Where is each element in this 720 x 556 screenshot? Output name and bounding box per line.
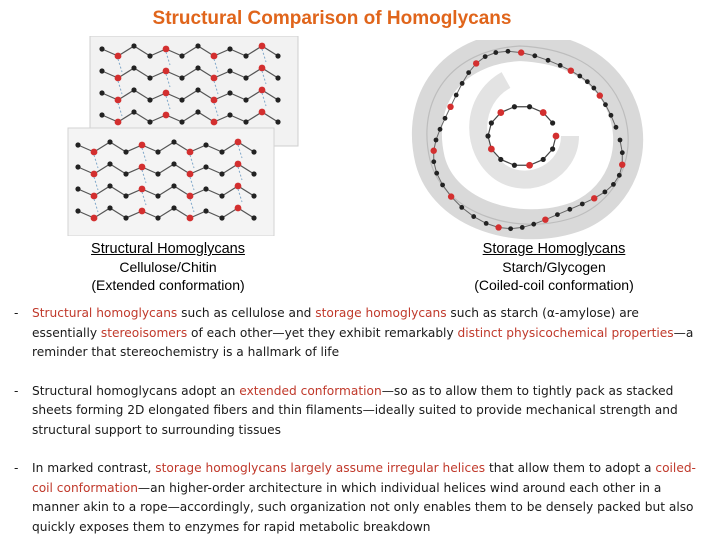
carbon-atom bbox=[243, 53, 248, 58]
carbon-atom bbox=[618, 138, 623, 143]
oxygen-atom bbox=[235, 161, 242, 168]
carbon-atom bbox=[611, 182, 616, 187]
carbon-atom bbox=[251, 149, 256, 154]
carbon-atom bbox=[107, 161, 112, 166]
oxygen-atom bbox=[163, 68, 170, 75]
oxygen-atom bbox=[568, 67, 574, 73]
oxygen-atom bbox=[526, 162, 533, 169]
carbon-atom bbox=[531, 222, 536, 227]
carbon-atom bbox=[483, 54, 488, 59]
carbon-atom bbox=[147, 97, 152, 102]
carbon-atom bbox=[508, 226, 513, 231]
oxygen-atom bbox=[259, 65, 266, 72]
carbon-atom bbox=[484, 221, 489, 226]
carbon-atom bbox=[460, 81, 465, 86]
structural-homoglycans-heading: Structural Homoglycans bbox=[91, 241, 245, 257]
text-segment: distinct physicochemical properties bbox=[457, 325, 674, 340]
carbon-atom bbox=[438, 127, 443, 132]
text-segment: In marked contrast, bbox=[32, 461, 156, 475]
carbon-atom bbox=[195, 43, 200, 48]
carbon-atom bbox=[155, 193, 160, 198]
carbon-atom bbox=[440, 183, 445, 188]
carbon-atom bbox=[520, 225, 525, 230]
cellulose-sheet-illustration bbox=[60, 36, 308, 236]
carbon-atom bbox=[155, 171, 160, 176]
page-title: Structural Comparison of Homoglycans bbox=[152, 8, 512, 29]
text-segment: Structural homoglycans bbox=[32, 306, 178, 320]
carbon-atom bbox=[179, 75, 184, 80]
inner-ring bbox=[488, 107, 556, 165]
oxygen-atom bbox=[518, 49, 524, 55]
structural-examples: Cellulose/Chitin bbox=[119, 259, 217, 275]
carbon-atom bbox=[227, 90, 232, 95]
carbon-atom bbox=[243, 119, 248, 124]
carbon-atom bbox=[131, 43, 136, 48]
carbon-atom bbox=[585, 79, 590, 84]
carbon-atom bbox=[489, 120, 494, 125]
oxygen-atom bbox=[115, 97, 122, 104]
oxygen-atom bbox=[115, 53, 122, 60]
carbon-atom bbox=[620, 150, 625, 155]
carbon-atom bbox=[107, 139, 112, 144]
carbon-atom bbox=[512, 163, 517, 168]
storage-conformation: (Coiled-coil conformation) bbox=[474, 277, 634, 293]
carbon-atom bbox=[602, 190, 607, 195]
carbon-atom bbox=[243, 75, 248, 80]
carbon-atom bbox=[171, 161, 176, 166]
carbon-atom bbox=[527, 104, 532, 109]
oxygen-atom bbox=[187, 149, 194, 156]
carbon-atom bbox=[107, 205, 112, 210]
carbon-atom bbox=[195, 87, 200, 92]
oxygen-atom bbox=[211, 53, 218, 60]
carbon-atom bbox=[227, 46, 232, 51]
oxygen-atom bbox=[447, 104, 453, 110]
carbon-atom bbox=[546, 58, 551, 63]
carbon-atom bbox=[131, 65, 136, 70]
carbon-atom bbox=[107, 183, 112, 188]
oxygen-atom bbox=[430, 148, 436, 154]
oxygen-atom bbox=[163, 112, 170, 119]
carbon-atom bbox=[123, 193, 128, 198]
carbon-atom bbox=[123, 171, 128, 176]
oxygen-atom bbox=[115, 119, 122, 126]
oxygen-atom bbox=[591, 195, 597, 201]
carbon-atom bbox=[471, 214, 476, 219]
oxygen-atom bbox=[163, 90, 170, 97]
storage-homoglycans-caption bbox=[438, 240, 670, 294]
carbon-atom bbox=[147, 53, 152, 58]
carbon-atom bbox=[99, 112, 104, 117]
carbon-atom bbox=[580, 202, 585, 207]
oxygen-atom bbox=[139, 142, 146, 149]
oxygen-atom bbox=[139, 164, 146, 171]
oxygen-atom bbox=[540, 109, 547, 116]
oxygen-atom bbox=[542, 216, 548, 222]
carbon-atom bbox=[275, 53, 280, 58]
carbon-atom bbox=[434, 138, 439, 143]
bullet-dash: - bbox=[14, 383, 19, 398]
carbon-atom bbox=[219, 171, 224, 176]
bullet-text bbox=[32, 384, 678, 437]
bullet-list bbox=[14, 304, 704, 556]
carbon-atom bbox=[243, 97, 248, 102]
carbon-atom bbox=[275, 97, 280, 102]
carbon-atom bbox=[75, 164, 80, 169]
oxygen-atom bbox=[553, 133, 560, 140]
carbon-atom bbox=[227, 112, 232, 117]
structural-conformation: (Extended conformation) bbox=[91, 277, 245, 293]
storage-examples: Starch/Glycogen bbox=[502, 259, 606, 275]
oxygen-atom bbox=[497, 109, 504, 116]
carbon-atom bbox=[459, 205, 464, 210]
oxygen-atom bbox=[495, 224, 501, 230]
carbon-atom bbox=[555, 212, 560, 217]
helix-ribbon bbox=[427, 46, 628, 224]
carbon-atom bbox=[155, 149, 160, 154]
carbon-atom bbox=[171, 139, 176, 144]
bullet-dash: - bbox=[14, 306, 19, 320]
carbon-atom bbox=[577, 74, 582, 79]
carbon-atom bbox=[275, 75, 280, 80]
carbon-atom bbox=[195, 65, 200, 70]
text-segment: that allow them to adopt a bbox=[485, 461, 656, 475]
carbon-atom bbox=[99, 90, 104, 95]
structural-homoglycans-caption bbox=[60, 240, 276, 294]
carbon-atom bbox=[541, 157, 546, 162]
oxygen-atom bbox=[187, 215, 194, 222]
carbon-atom bbox=[75, 142, 80, 147]
carbon-atom bbox=[219, 149, 224, 154]
carbon-atom bbox=[532, 53, 537, 58]
carbon-atom bbox=[75, 186, 80, 191]
carbon-atom bbox=[251, 171, 256, 176]
oxygen-atom bbox=[259, 109, 266, 116]
oxygen-atom bbox=[187, 193, 194, 200]
oxygen-atom bbox=[115, 75, 122, 82]
carbon-atom bbox=[75, 208, 80, 213]
carbon-atom bbox=[443, 116, 448, 121]
carbon-atom bbox=[251, 215, 256, 220]
carbon-atom bbox=[466, 70, 471, 75]
carbon-atom bbox=[614, 125, 619, 130]
carbon-atom bbox=[123, 215, 128, 220]
carbon-atom bbox=[251, 193, 256, 198]
carbon-atom bbox=[219, 193, 224, 198]
carbon-atom bbox=[550, 146, 555, 151]
text-segment: —an higher-order architecture in which individual helices wind around each other in a manner akin to a rope—accordingly, such organization not only enables them to be densely packed but also quickly exposes them to enzymes for rapid metabolic breakdown bbox=[32, 480, 694, 534]
carbon-atom bbox=[512, 104, 517, 109]
carbon-atom bbox=[609, 113, 614, 118]
carbon-atom bbox=[493, 50, 498, 55]
carbon-atom bbox=[131, 109, 136, 114]
oxygen-atom bbox=[139, 186, 146, 193]
text-segment: coiled-coil conformation bbox=[32, 461, 696, 495]
carbon-atom bbox=[179, 119, 184, 124]
text-segment: of each other—yet they exhibit remarkably bbox=[187, 325, 458, 340]
oxygen-atom bbox=[259, 43, 266, 50]
bullet-item bbox=[14, 459, 704, 537]
carbon-atom bbox=[431, 159, 436, 164]
oxygen-atom bbox=[473, 60, 479, 66]
oxygen-atom bbox=[235, 205, 242, 212]
bullet-item bbox=[14, 304, 704, 363]
carbon-atom bbox=[506, 49, 511, 54]
text-segment: storage homoglycans largely assume irregular helices bbox=[155, 461, 486, 475]
oxygen-atom bbox=[211, 75, 218, 82]
carbon-atom bbox=[550, 120, 555, 125]
carbon-atom bbox=[454, 93, 459, 98]
carbon-atom bbox=[155, 215, 160, 220]
carbon-atom bbox=[203, 186, 208, 191]
oxygen-atom bbox=[187, 171, 194, 178]
oxygen-atom bbox=[235, 183, 242, 190]
carbon-atom bbox=[171, 205, 176, 210]
carbon-atom bbox=[603, 102, 608, 107]
carbon-atom bbox=[203, 164, 208, 169]
text-segment: storage homoglycans bbox=[315, 306, 447, 320]
carbon-atom bbox=[219, 215, 224, 220]
carbon-atom bbox=[99, 68, 104, 73]
text-segment: Structural homoglycans adopt an bbox=[32, 383, 240, 398]
oxygen-atom bbox=[448, 193, 454, 199]
carbon-atom bbox=[203, 208, 208, 213]
carbon-atom bbox=[591, 86, 596, 91]
oxygen-atom bbox=[139, 208, 146, 215]
bullet-text bbox=[32, 306, 693, 359]
carbon-atom bbox=[485, 133, 490, 138]
text-segment: extended conformation bbox=[239, 383, 382, 398]
oxygen-atom bbox=[235, 139, 242, 146]
oxygen-atom bbox=[91, 149, 98, 156]
oxygen-atom bbox=[91, 215, 98, 222]
oxygen-atom bbox=[619, 161, 625, 167]
oxygen-atom bbox=[91, 193, 98, 200]
oxygen-atom bbox=[259, 87, 266, 94]
carbon-atom bbox=[179, 53, 184, 58]
storage-homoglycans-heading: Storage Homoglycans bbox=[482, 241, 626, 257]
carbon-atom bbox=[131, 87, 136, 92]
bullet-text bbox=[32, 461, 696, 534]
carbon-atom bbox=[171, 183, 176, 188]
carbon-atom bbox=[617, 173, 622, 178]
carbon-atom bbox=[558, 63, 563, 68]
oxygen-atom bbox=[163, 46, 170, 53]
carbon-atom bbox=[498, 157, 503, 162]
carbon-atom bbox=[567, 207, 572, 212]
bullet-item bbox=[14, 382, 704, 441]
amylose-helix-illustration bbox=[410, 40, 648, 240]
text-segment: stereoisomers bbox=[100, 325, 188, 340]
carbon-atom bbox=[227, 68, 232, 73]
carbon-atom bbox=[195, 109, 200, 114]
carbon-atom bbox=[147, 119, 152, 124]
text-segment: —so as to allow them to tightly pack as stacked sheets forming 2D elongated fibers and thin filaments—ideally suited to provide mechanical strength and structural support to surrounding tissues bbox=[32, 383, 678, 437]
text-segment: such as starch (α-amylose) are essentially bbox=[32, 306, 639, 340]
oxygen-atom bbox=[211, 97, 218, 104]
oxygen-atom bbox=[211, 119, 218, 126]
bullet-dash: - bbox=[14, 461, 19, 475]
carbon-atom bbox=[434, 171, 439, 176]
oxygen-atom bbox=[91, 171, 98, 178]
text-segment: such as cellulose and bbox=[177, 306, 316, 320]
carbon-atom bbox=[179, 97, 184, 102]
carbon-atom bbox=[123, 149, 128, 154]
oxygen-atom bbox=[597, 92, 603, 98]
carbon-atom bbox=[147, 75, 152, 80]
carbon-atom bbox=[203, 142, 208, 147]
oxygen-atom bbox=[488, 146, 495, 153]
carbon-atom bbox=[275, 119, 280, 124]
text-segment: —a reminder that stereochemistry is a hallmark of life bbox=[32, 325, 694, 359]
carbon-atom bbox=[99, 46, 104, 51]
